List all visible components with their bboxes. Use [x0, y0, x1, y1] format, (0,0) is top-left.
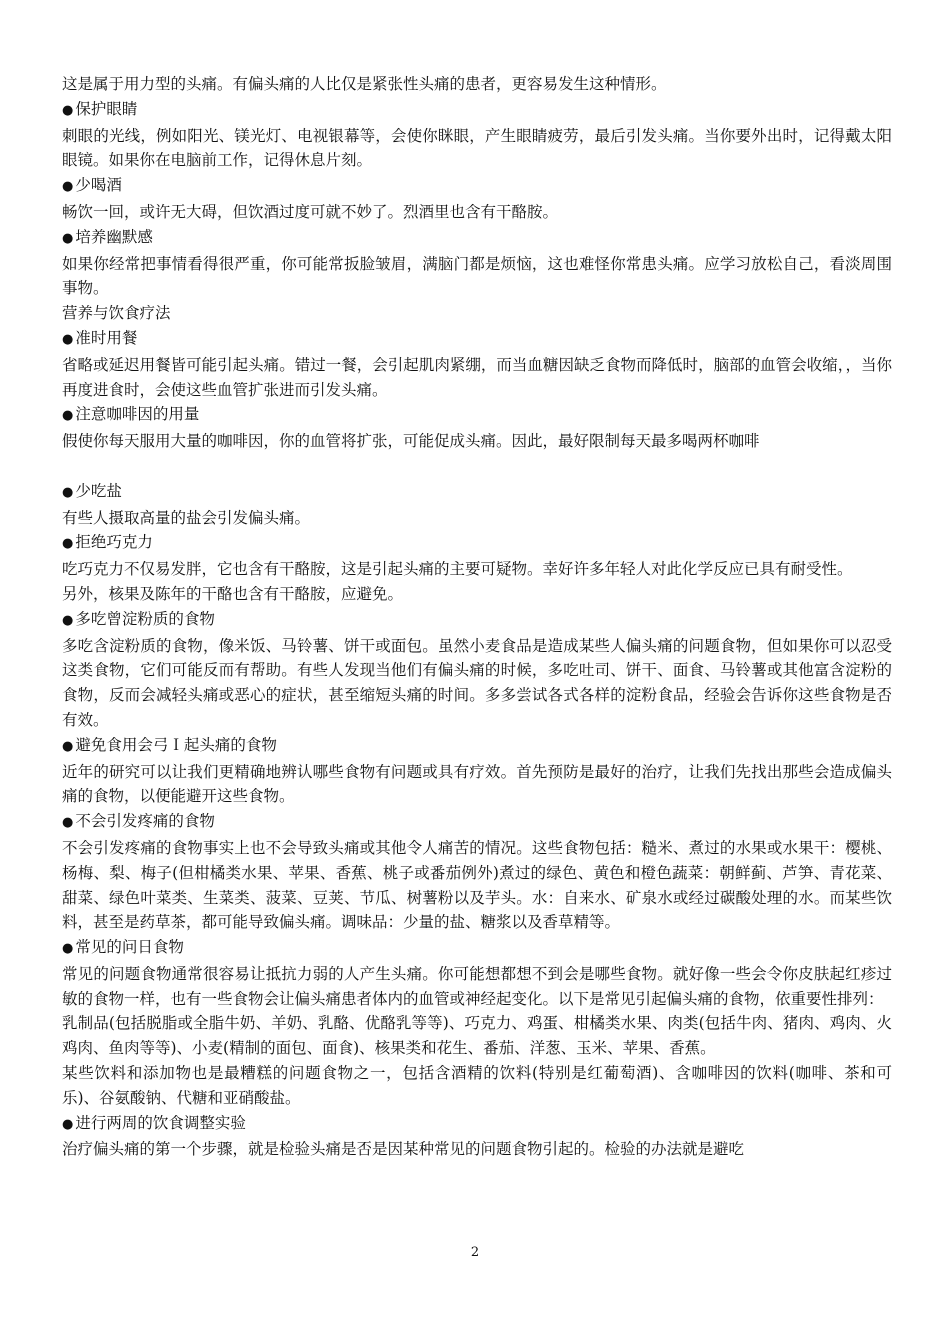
heading-two-week-trial: ● 进行两周的饮食调整实验	[62, 1111, 892, 1138]
heading-humor: ● 培养幽默感	[62, 225, 892, 252]
paragraph-problem-food-list: 乳制品(包括脱脂或全脂牛奶、羊奶、乳酪、优酪乳等等)、巧克力、鸡蛋、柑橘类水果、肉类(包括牛肉、猪肉、鸡肉、火鸡肉、鱼肉等等)、小麦(精制的面包、面食)、核果类和花生、番茄、洋葱、玉米、苹果、香蕉。	[62, 1014, 892, 1058]
section-title-nutrition: 营养与饮食疗法	[62, 304, 171, 323]
paragraph-no-chocolate-extra: 另外，核果及陈年的干酪也含有干酪胺，应避免。	[62, 584, 404, 603]
heading-common-problem-foods: ● 常见的问日食物	[62, 935, 892, 962]
heading-regular-meals: ● 准时用餐	[62, 326, 892, 353]
paragraph-starch: 多吃含淀粉质的食物，像米饭、马铃薯、饼干或面包。虽然小麦食品是造成某些人偏头痛的问题食物，但如果你可以忍受这类食物，它们可能反而有帮助。有些人发现当他们有偏头痛的时候，多吃吐司、饼干、面食、马铃薯或其他富含淀粉的食物，反而会减轻头痛或恶心的症状，甚至缩短头痛的时间。多多尝试各式各样的淀粉食品，经验会告诉你这些食物是否有效。	[62, 636, 892, 729]
paragraph-no-chocolate: 吃巧克力不仅易发胖，它也含有干酪胺，这是引起头痛的主要可疑物。幸好许多年轻人对此化学反应已具有耐受性。	[62, 560, 853, 579]
heading-no-chocolate: ● 拒绝巧克力	[62, 530, 892, 557]
paragraph-problem-drinks: 某些饮料和添加物也是最糟糕的问题食物之一，包括含酒精的饮料(特别是红葡萄酒)、含咖啡因的饮料(咖啡、茶和可乐)、谷氨酸钠、代糖和亚硝酸盐。	[62, 1064, 892, 1107]
document-page	[62, 72, 892, 1162]
heading-less-salt: ● 少吃盐	[62, 479, 892, 506]
paragraph-regular-meals: 省略或延迟用餐皆可能引起头痛。错过一餐，会引起肌肉紧绷，而当血糖因缺乏食物而降低时，脑部的血管会收缩，，当你再度进食时，会使这些血管扩张进而引发头痛。	[62, 355, 892, 399]
heading-caffeine: ● 注意咖啡因的用量	[62, 402, 892, 429]
paragraph-humor: 如果你经常把事情看得很严重，你可能常扳脸皱眉，满脑门都是烦恼，这也难怪你常患头痛。应学习放松自己，看淡周围事物。	[62, 254, 892, 298]
paragraph-avoid-trigger-foods: 近年的研究可以让我们更精确地辨认哪些食物有问题或具有疗效。首先预防是最好的治疗，让我们先找出那些会造成偏头痛的食物，以便能避开这些食物。	[62, 762, 892, 806]
paragraph-safe-foods: 不会引发疼痛的食物事实上也不会导致头痛或其他令人痛苦的情况。这些食物包括：糙米、煮过的水果或水果干：樱桃、杨梅、梨、梅子(但柑橘类水果、苹果、香蕉、桃子或番茄例外)煮过的绿色、黄色和橙色蔬菜：朝鲜蓟、芦笋、青花菜、甜菜、绿色叶菜类、生菜类、菠菜、豆荚、节瓜、树薯粉以及芋头。水：自来水、矿泉水或经过碳酸处理的水。而某些饮料，甚至是药草茶，都可能导致偏头痛。调味品：少量的盐、糖浆以及香草精等。	[62, 838, 892, 932]
heading-protect-eyes: ● 保护眼睛	[62, 97, 892, 124]
paragraph-protect-eyes: 刺眼的光线，例如阳光、镁光灯、电视银幕等，会使你眯眼，产生眼睛疲劳，最后引发头痛。当你要外出时，记得戴太阳眼镜。如果你在电脑前工作，记得休息片刻。	[62, 126, 892, 170]
heading-safe-foods: ● 不会引发疼痛的食物	[62, 809, 892, 836]
intro-paragraph: 这是属于用力型的头痛。有偏头痛的人比仅是紧张性头痛的患者，更容易发生这种情形。	[62, 75, 667, 93]
paragraph-less-alcohol: 畅饮一回，或许无大碍，但饮酒过度可就不妙了。烈酒里也含有干酪胺。	[62, 202, 559, 221]
heading-starch: ● 多吃曾淀粉质的食物	[62, 607, 892, 634]
paragraph-common-problem-foods: 常见的问题食物通常很容易让抵抗力弱的人产生头痛。你可能想都想不到会是哪些食物。就好像一些会令你皮肤起红疹过敏的食物一样，也有一些食物会让偏头痛患者体内的血管或神经起变化。以下是常见引起偏头痛的食物，依重要性排列：	[62, 964, 892, 1008]
page-number: 2	[470, 1245, 480, 1260]
paragraph-less-salt: 有些人摄取高量的盐会引发偏头痛。	[62, 508, 311, 527]
heading-avoid-trigger-foods: ● 避免食用会弓Ｉ起头痛的食物	[62, 733, 892, 760]
paragraph-two-week-trial: 治疗偏头痛的第一个步骤，就是检验头痛是否是因某种常见的问题食物引起的。检验的办法就是避吃	[62, 1140, 745, 1159]
heading-less-alcohol: ● 少喝酒	[62, 173, 892, 200]
blank-line	[62, 454, 892, 479]
paragraph-caffeine: 假使你每天服用大量的咖啡因，你的血管将扩张，可能促成头痛。因此，最好限制每天最多喝两杯咖啡	[62, 432, 760, 451]
